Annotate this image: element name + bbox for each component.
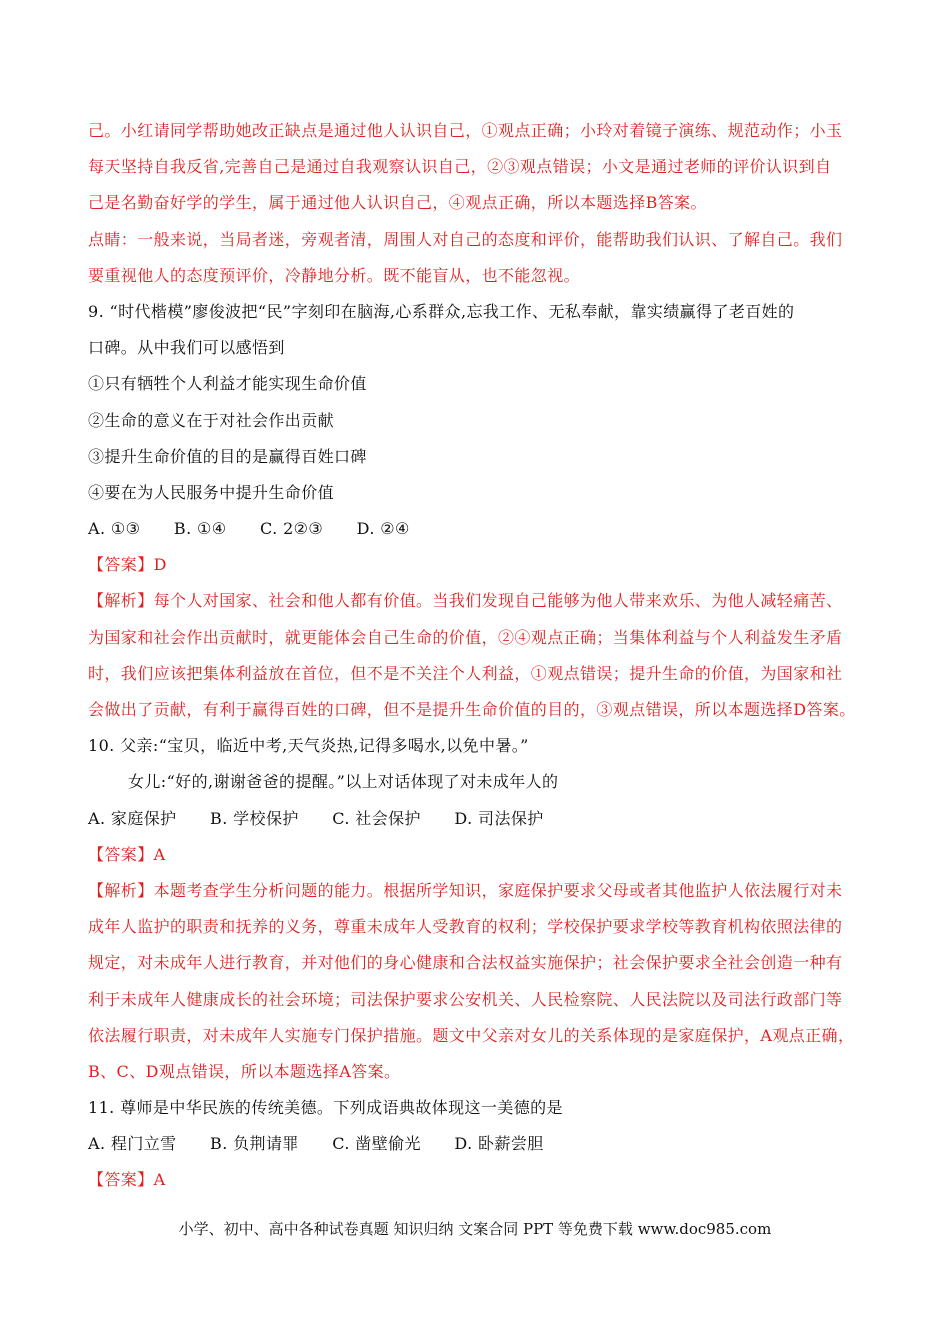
- question-9-analysis: 为国家和社会作出贡献时，就更能体会自己生命的价值，②④观点正确；当集体利益与个人利益发生矛盾: [88, 627, 843, 647]
- carry-text-line: 己是名勤奋好学的学生，属于通过他人认识自己，④观点正确，所以本题选择B答案。: [88, 193, 707, 213]
- question-9-analysis: 时，我们应该把集体利益放在首位，但不是不关注个人利益，①观点错误；提升生命的价值，为国家和社: [88, 663, 843, 683]
- page-footer: 小学、初中、高中各种试卷真题 知识归纳 文案合同 PPT 等免费下载 www.doc985.com: [178, 1220, 772, 1238]
- question-9-analysis: 【解析】每个人对国家、社会和他人都有价值。当我们发现自己能够为他人带来欢乐、为他人减轻痛苦、: [88, 591, 843, 611]
- question-9-stem: 9. “时代楷模”廖俊波把“民”字刻印在脑海,心系群众,忘我工作、无私奉献，靠实绩赢得了老百姓的: [88, 301, 795, 321]
- option-c: C. 2②③: [260, 519, 324, 539]
- question-9-analysis: 会做出了贡献，有利于赢得百姓的口碑，但不是提升生命价值的目的，③观点错误，所以本题选择D答案。: [88, 700, 856, 719]
- carry-text-line: 每天坚持自我反省,完善自己是通过自我观察认识自己，②③观点错误；小文是通过老师的评价认识到自: [88, 157, 832, 177]
- tip-line: 要重视他人的态度预评价，冷静地分析。既不能盲从，也不能忽视。: [88, 265, 581, 285]
- option-c: C. 凿壁偷光: [332, 1134, 421, 1154]
- option-d: D. 司法保护: [454, 808, 544, 828]
- question-10-analysis: 依法履行职责，对未成年人实施专门保护措施。题文中父亲对女儿的关系体现的是家庭保护，A观点正确，: [88, 1025, 855, 1045]
- question-9-statement: ②生命的意义在于对社会作出贡献: [88, 410, 335, 430]
- question-10-analysis: 成年人监护的职责和抚养的义务，尊重未成年人受教育的权利；学校保护要求学校等教育机构依照法律的: [88, 917, 843, 937]
- option-a: A. ①③: [88, 519, 141, 539]
- option-c: C. 社会保护: [332, 808, 421, 828]
- question-9-stem: 口碑。从中我们可以感悟到: [88, 338, 285, 358]
- question-10-options: [88, 801, 868, 837]
- question-11-options: [88, 1126, 868, 1162]
- document-body: [88, 113, 868, 1199]
- question-10-analysis: 利于未成年人健康成长的社会环境；司法保护要求公安机关、人民检察院、人民法院以及司法行政部门等: [88, 989, 843, 1009]
- question-9-options: [88, 511, 868, 547]
- question-10-analysis: 规定，对未成年人进行教育，并对他们的身心健康和合法权益实施保护；社会保护要求全社会创造一种有: [88, 953, 843, 973]
- question-10-stem: 女儿:“好的,谢谢爸爸的提醒。”以上对话体现了对未成年人的: [128, 772, 559, 792]
- tip-line: 点睛：一般来说，当局者迷，旁观者清，周围人对自己的态度和评价，能帮助我们认识、了解自己。我们: [88, 229, 843, 249]
- question-9-statement: ③提升生命价值的目的是赢得百姓口碑: [88, 446, 367, 466]
- question-10-analysis: B、C、D观点错误，所以本题选择A答案。: [88, 1061, 401, 1081]
- option-a: A. 程门立雪: [88, 1134, 177, 1154]
- question-10-analysis: 【解析】本题考查学生分析问题的能力。根据所学知识，家庭保护要求父母或者其他监护人依法履行对未: [88, 880, 843, 900]
- question-9-answer: 【答案】D: [88, 555, 167, 575]
- option-b: B. ①④: [173, 519, 227, 539]
- question-10-stem: 10. 父亲:“宝贝，临近中考,天气炎热,记得多喝水,以免中暑。”: [88, 736, 529, 756]
- carry-text-line: 己。小红请同学帮助她改正缺点是通过他人认识自己，①观点正确；小玲对着镜子演练、规范动作；小玉: [88, 121, 843, 140]
- question-9-statement: ①只有牺牲个人利益才能实现生命价值: [88, 374, 367, 394]
- question-11-stem: 11. 尊师是中华民族的传统美德。下列成语典故体现这一美德的是: [88, 1098, 563, 1118]
- option-b: B. 学校保护: [210, 808, 299, 828]
- option-a: A. 家庭保护: [88, 808, 177, 828]
- option-b: B. 负荆请罪: [210, 1134, 299, 1154]
- question-9-statement: ④要在为人民服务中提升生命价值: [88, 482, 335, 502]
- option-d: D. ②④: [356, 519, 410, 539]
- question-10-answer: 【答案】A: [88, 844, 166, 864]
- option-d: D. 卧薪尝胆: [454, 1134, 544, 1154]
- question-11-answer: 【答案】A: [88, 1170, 166, 1190]
